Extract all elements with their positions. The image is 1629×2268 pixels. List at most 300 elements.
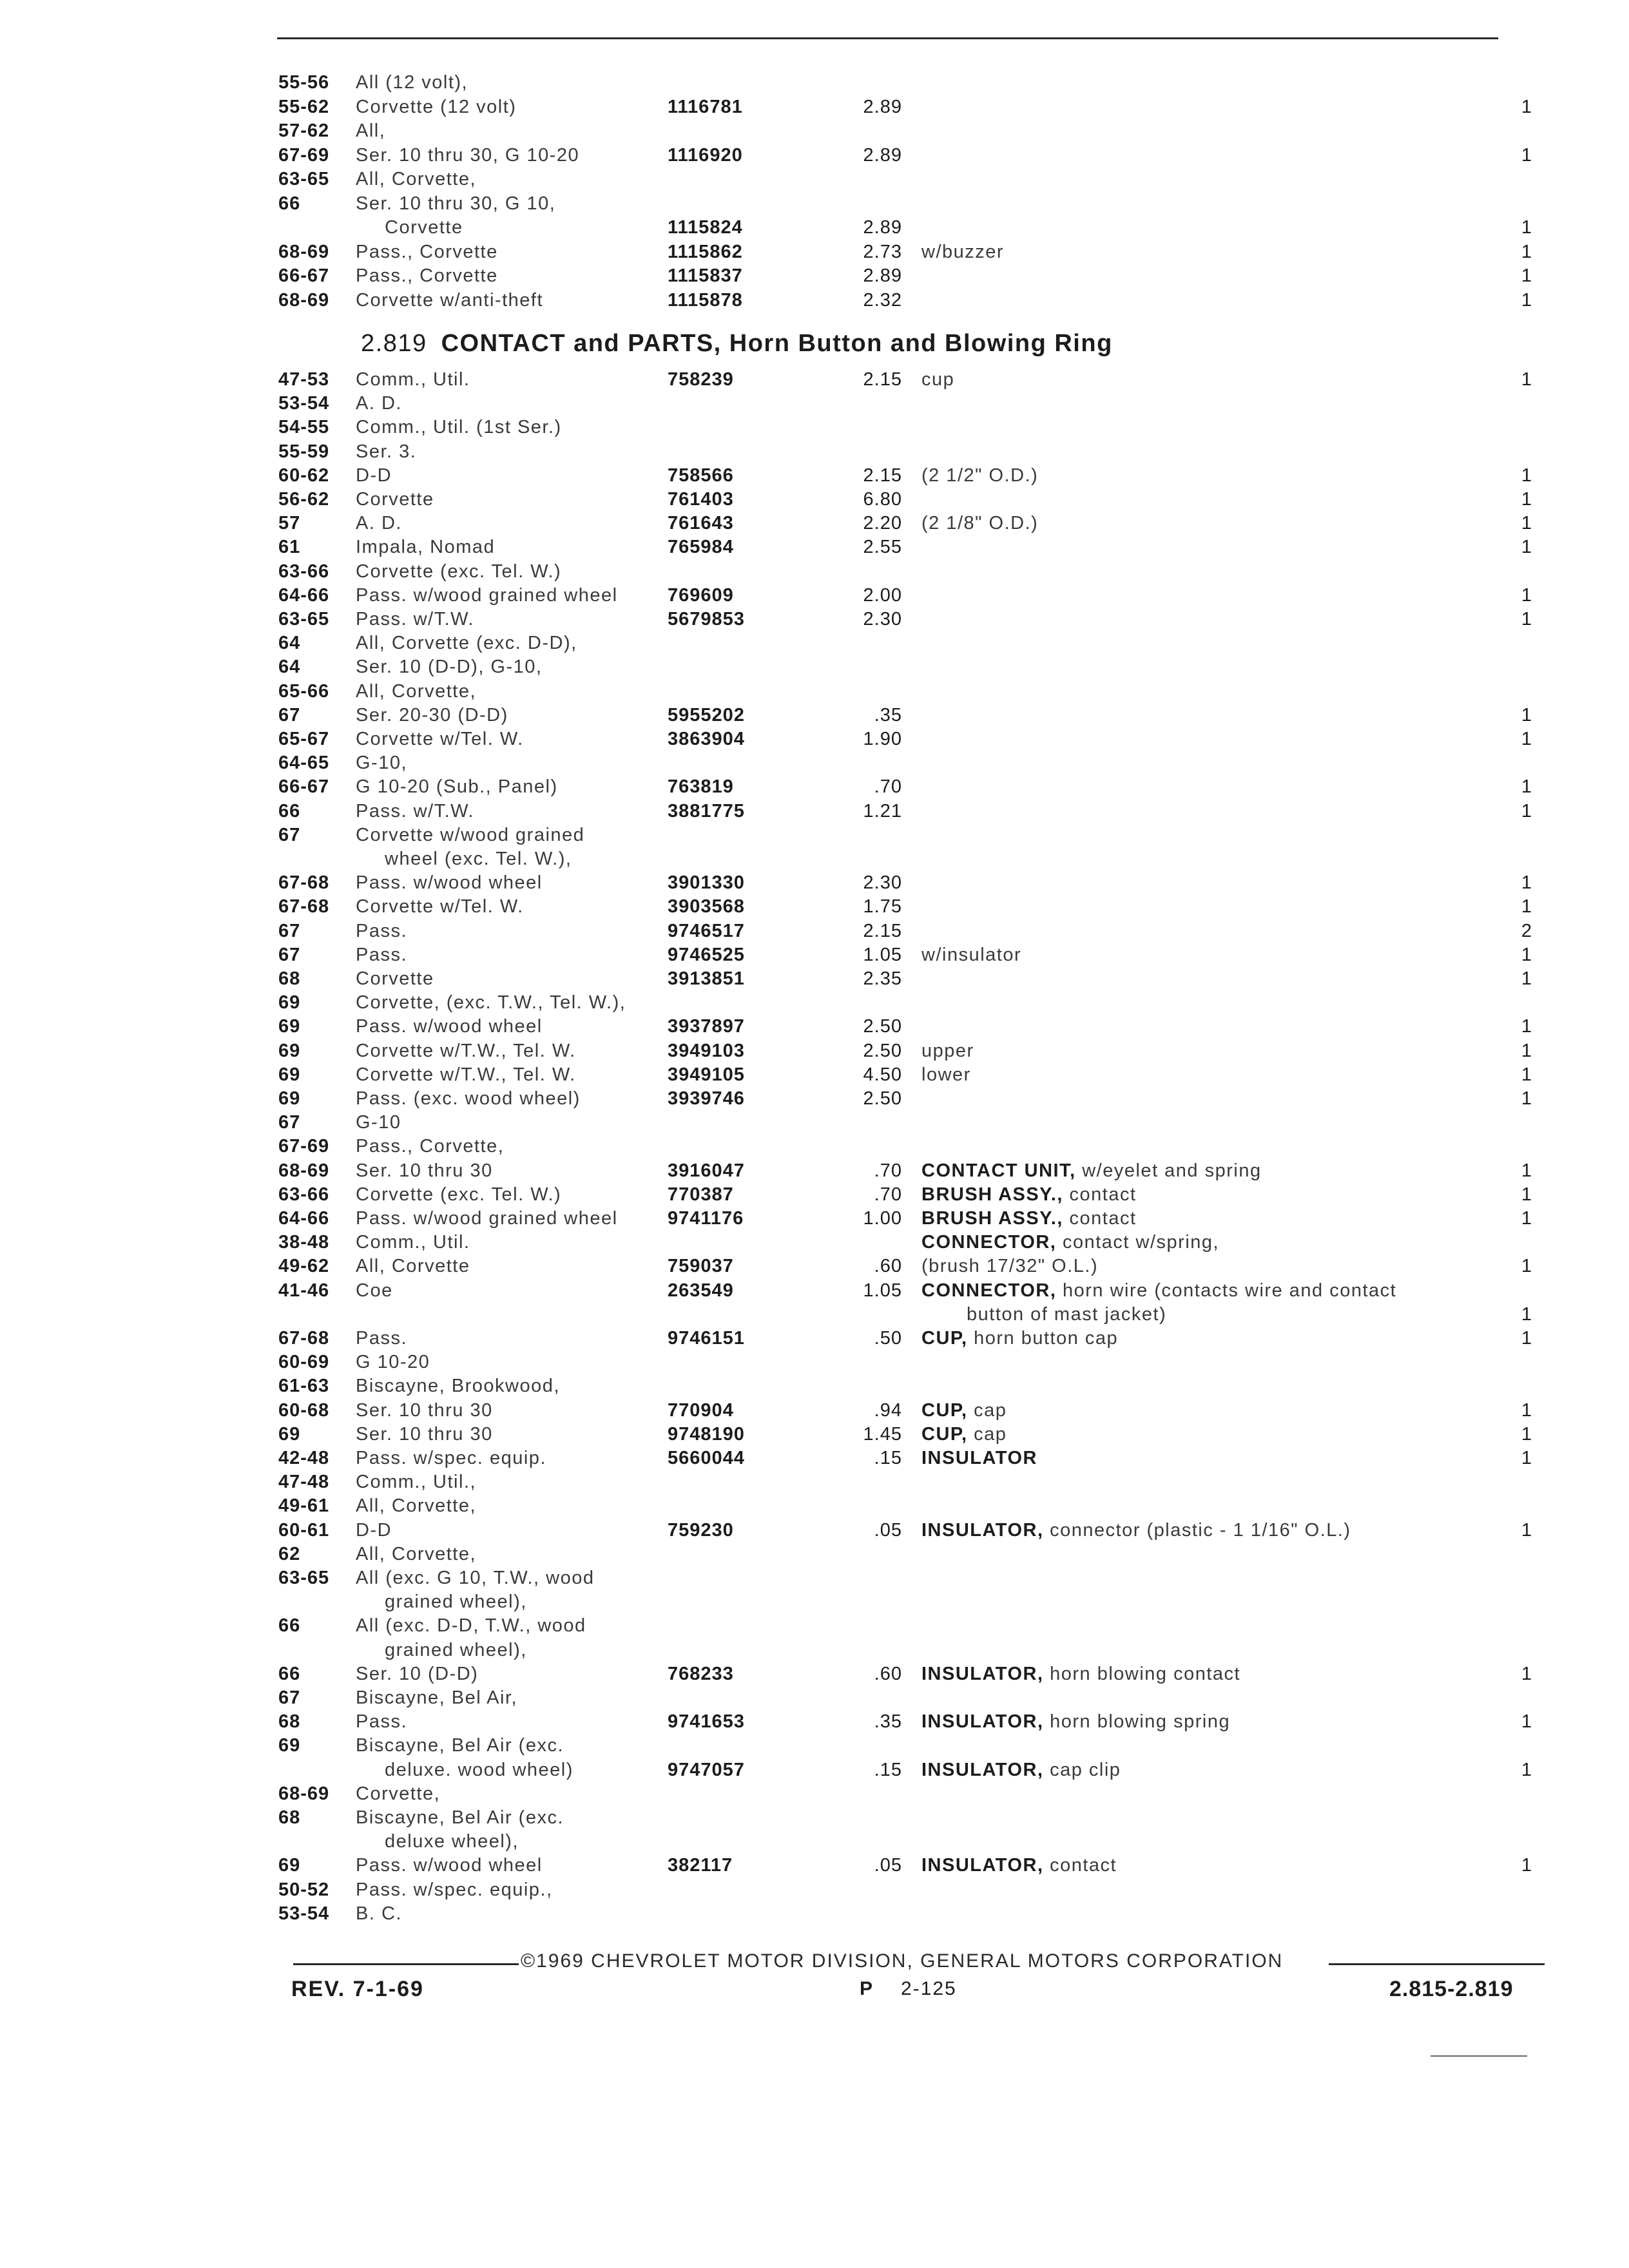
year-cell: 55-56 bbox=[278, 72, 330, 93]
part-number-cell: 5679853 bbox=[668, 609, 745, 629]
table-row bbox=[0, 1877, 1629, 1903]
table-row bbox=[0, 606, 1629, 632]
table-row bbox=[0, 582, 1629, 608]
part-number-cell: 758239 bbox=[668, 369, 734, 390]
application-cell: Biscayne, Bel Air (exc. bbox=[356, 1807, 564, 1828]
table-row bbox=[0, 1398, 1629, 1423]
quantity-cell: 1 bbox=[1521, 1399, 1532, 1421]
quantity-cell: 1 bbox=[1521, 369, 1532, 390]
application-cell: Pass. w/wood wheel bbox=[356, 1016, 543, 1037]
table-row bbox=[0, 559, 1629, 584]
part-name-bold: INSULATOR bbox=[921, 1448, 1037, 1468]
application-cell: Corvette w/wood grained bbox=[356, 824, 585, 845]
application-cell: All, bbox=[356, 120, 386, 141]
price-cell: .05 bbox=[874, 1519, 902, 1541]
table-row bbox=[0, 142, 1629, 168]
application-cell: Ser. 10 thru 30 bbox=[356, 1399, 493, 1421]
part-name-cell bbox=[921, 1182, 1137, 1207]
quantity-cell: 1 bbox=[1521, 1016, 1532, 1037]
year-cell: 47-53 bbox=[278, 369, 330, 390]
year-cell: 68-69 bbox=[278, 1783, 330, 1804]
quantity-cell: 1 bbox=[1521, 1711, 1532, 1733]
year-cell: 67 bbox=[278, 704, 301, 726]
table-row bbox=[0, 1158, 1629, 1184]
year-cell: 69 bbox=[278, 1423, 301, 1445]
application-cell: Impala, Nomad bbox=[356, 537, 496, 558]
quantity-cell: 1 bbox=[1521, 96, 1532, 117]
year-cell: 68 bbox=[278, 1711, 301, 1733]
quantity-cell: 2 bbox=[1521, 920, 1532, 941]
page-num: 2-125 bbox=[901, 1978, 957, 1999]
application-cell: Ser. 10 thru 30 bbox=[356, 1160, 493, 1181]
application-cell: Pass., Corvette bbox=[356, 241, 498, 262]
quantity-cell: 1 bbox=[1521, 1759, 1532, 1780]
part-number-cell: 9741176 bbox=[668, 1208, 744, 1229]
price-cell: 2.50 bbox=[863, 1040, 902, 1061]
table-row bbox=[0, 942, 1629, 968]
year-cell: 63-66 bbox=[278, 561, 330, 582]
part-name-text: button of mast jacket) bbox=[967, 1303, 1167, 1325]
price-cell: .05 bbox=[874, 1855, 902, 1876]
quantity-cell: 1 bbox=[1521, 1088, 1532, 1109]
table-row bbox=[0, 1014, 1629, 1039]
year-cell: 67-68 bbox=[278, 872, 330, 894]
part-name-bold: INSULATOR, bbox=[921, 1711, 1044, 1733]
part-name-cell bbox=[921, 1517, 1351, 1543]
part-name-cell bbox=[921, 1661, 1240, 1687]
part-number-cell: 3903568 bbox=[668, 896, 745, 918]
year-cell: 69 bbox=[278, 1088, 301, 1109]
part-number-cell: 1116920 bbox=[668, 144, 743, 166]
application-cell: grained wheel), bbox=[385, 1591, 527, 1613]
application-cell: Pass. bbox=[356, 920, 408, 941]
part-name-text: cap clip bbox=[1050, 1759, 1121, 1780]
table-row bbox=[0, 726, 1629, 752]
year-cell: 53-54 bbox=[278, 1903, 330, 1924]
year-cell: 61-63 bbox=[278, 1376, 330, 1397]
year-cell: 69 bbox=[278, 992, 301, 1014]
application-cell: Biscayne, Bel Air (exc. bbox=[356, 1735, 564, 1756]
part-number-cell: 3881775 bbox=[668, 800, 745, 822]
table-row bbox=[0, 1373, 1629, 1399]
part-name-cell bbox=[921, 1398, 1007, 1423]
year-cell: 67-68 bbox=[278, 896, 330, 918]
part-name-cell bbox=[921, 1158, 1262, 1184]
application-cell: deluxe. wood wheel) bbox=[385, 1759, 574, 1780]
quantity-cell: 1 bbox=[1521, 1040, 1532, 1061]
part-name-cell bbox=[967, 1302, 1166, 1327]
quantity-cell: 1 bbox=[1521, 1448, 1532, 1468]
table-row bbox=[0, 70, 1629, 95]
year-cell: 68 bbox=[278, 1807, 301, 1828]
application-cell: Corvette bbox=[385, 217, 463, 238]
part-name-cell bbox=[921, 1062, 971, 1088]
page-number bbox=[860, 1978, 957, 2000]
application-cell: Ser. 10 thru 30, G 10-20 bbox=[356, 144, 580, 166]
application-cell: Ser. 10 thru 30 bbox=[356, 1423, 493, 1445]
part-number-cell: 1115824 bbox=[668, 217, 743, 238]
application-cell: Ser. 3. bbox=[356, 441, 417, 462]
quantity-cell: 1 bbox=[1521, 1663, 1532, 1684]
part-name-text: upper bbox=[921, 1040, 974, 1061]
year-cell: 63-66 bbox=[278, 1184, 330, 1205]
quantity-cell: 1 bbox=[1521, 489, 1532, 510]
footer-copyright: ©1969 CHEVROLET MOTOR DIVISION, GENERAL MOTORS CORPORATION bbox=[521, 1950, 1284, 1972]
quantity-cell: 1 bbox=[1521, 1519, 1532, 1541]
application-cell: All, Corvette, bbox=[356, 1495, 476, 1517]
year-cell: 63-65 bbox=[278, 169, 330, 189]
part-name-text: contact w/spring, bbox=[1062, 1232, 1220, 1253]
table-row bbox=[0, 367, 1629, 392]
year-cell: 69 bbox=[278, 1855, 301, 1876]
quantity-cell: 1 bbox=[1521, 1064, 1532, 1085]
part-name-cell bbox=[921, 1206, 1137, 1231]
year-cell: 55-59 bbox=[278, 441, 330, 462]
part-number-cell: 382117 bbox=[668, 1855, 733, 1876]
table-row bbox=[0, 463, 1629, 488]
part-number-cell: 770387 bbox=[668, 1184, 734, 1205]
table-row bbox=[0, 966, 1629, 992]
year-cell: 64 bbox=[278, 633, 301, 654]
part-number-cell: 761643 bbox=[668, 513, 734, 534]
table-row bbox=[0, 166, 1629, 192]
year-cell: 64-66 bbox=[278, 584, 330, 606]
application-cell: Corvette w/T.W., Tel. W. bbox=[356, 1040, 576, 1061]
table-row bbox=[0, 846, 1629, 872]
price-cell: 2.00 bbox=[863, 584, 902, 606]
table-row bbox=[0, 1278, 1629, 1303]
application-cell: G 10-20 bbox=[356, 1352, 430, 1373]
part-number-cell: 3863904 bbox=[668, 729, 745, 749]
part-name-bold: CONNECTOR, bbox=[921, 1280, 1057, 1301]
table-row bbox=[0, 1062, 1629, 1088]
year-cell: 67 bbox=[278, 920, 301, 941]
top-rule bbox=[277, 37, 1498, 39]
year-cell: 55-62 bbox=[278, 96, 330, 117]
quantity-cell: 1 bbox=[1521, 265, 1532, 286]
table-row bbox=[0, 94, 1629, 120]
part-name-text: contact bbox=[1069, 1184, 1137, 1205]
part-name-bold: BRUSH ASSY., bbox=[921, 1184, 1063, 1205]
year-cell: 68-69 bbox=[278, 1160, 330, 1181]
price-cell: 2.89 bbox=[863, 144, 902, 166]
application-cell: Corvette w/Tel. W. bbox=[356, 896, 524, 918]
quantity-cell: 1 bbox=[1521, 872, 1532, 894]
part-name-cell bbox=[921, 1325, 1118, 1351]
year-cell: 49-61 bbox=[278, 1495, 330, 1517]
part-number-cell: 3913851 bbox=[668, 968, 745, 989]
application-cell: All, Corvette, bbox=[356, 680, 476, 702]
table-row bbox=[0, 1565, 1629, 1591]
price-cell: 1.45 bbox=[863, 1423, 902, 1445]
year-cell: 64-65 bbox=[278, 753, 330, 774]
table-row bbox=[0, 1038, 1629, 1064]
year-cell: 57 bbox=[278, 513, 301, 534]
part-name-text: (2 1/2" O.D.) bbox=[921, 465, 1039, 486]
application-cell: Pass. w/spec. equip., bbox=[356, 1879, 553, 1900]
table-row bbox=[0, 1757, 1629, 1783]
application-cell: D-D bbox=[356, 1519, 392, 1541]
year-cell: 66-67 bbox=[278, 265, 330, 286]
price-cell: 1.05 bbox=[863, 1280, 902, 1301]
year-cell: 67 bbox=[278, 824, 301, 845]
part-number-cell: 770904 bbox=[668, 1399, 734, 1421]
year-cell: 41-46 bbox=[278, 1280, 330, 1301]
table-row bbox=[0, 1469, 1629, 1495]
table-row bbox=[0, 1517, 1629, 1543]
price-cell: 2.50 bbox=[863, 1088, 902, 1109]
year-cell: 67-68 bbox=[278, 1328, 330, 1349]
table-row bbox=[0, 654, 1629, 680]
application-cell: Pass. w/T.W. bbox=[356, 609, 474, 629]
part-name-text: horn wire (contacts wire and contact bbox=[1062, 1280, 1397, 1301]
page-letter: P bbox=[860, 1978, 874, 1999]
price-cell: 1.75 bbox=[863, 896, 902, 918]
table-row bbox=[0, 1325, 1629, 1351]
table-row bbox=[0, 1541, 1629, 1567]
application-cell: deluxe wheel), bbox=[385, 1831, 519, 1852]
table-row bbox=[0, 894, 1629, 919]
price-cell: 2.15 bbox=[863, 920, 902, 941]
year-cell: 62 bbox=[278, 1543, 301, 1564]
year-cell: 69 bbox=[278, 1016, 301, 1037]
quantity-cell: 1 bbox=[1521, 609, 1532, 629]
part-number-cell: 3901330 bbox=[668, 872, 745, 894]
quantity-cell: 1 bbox=[1521, 1423, 1532, 1445]
table-row bbox=[0, 191, 1629, 216]
application-cell: Ser. 10 (D-D), G-10, bbox=[356, 657, 543, 678]
year-cell: 57-62 bbox=[278, 120, 330, 141]
table-row bbox=[0, 414, 1629, 440]
table-row bbox=[0, 1253, 1629, 1279]
part-number-cell: 1115837 bbox=[668, 265, 743, 286]
part-name-cell bbox=[921, 1757, 1121, 1783]
quantity-cell: 1 bbox=[1521, 1256, 1532, 1277]
part-name-text: w/insulator bbox=[921, 944, 1022, 965]
year-cell: 60-69 bbox=[278, 1352, 330, 1373]
price-cell: 2.50 bbox=[863, 1016, 902, 1037]
application-cell: A. D. bbox=[356, 393, 402, 414]
year-cell: 66 bbox=[278, 800, 301, 822]
revision-date: REV. 7-1-69 bbox=[291, 1977, 424, 2001]
part-name-text: connector (plastic - 1 1/16" O.L.) bbox=[1050, 1519, 1351, 1541]
part-number-cell: 9747057 bbox=[668, 1759, 745, 1780]
part-name-text: contact bbox=[1050, 1855, 1117, 1876]
part-number-cell: 759230 bbox=[668, 1519, 734, 1541]
table-row bbox=[0, 1709, 1629, 1735]
part-name-cell bbox=[921, 239, 1004, 265]
table-row bbox=[0, 1493, 1629, 1519]
bottom-rule bbox=[1431, 2055, 1527, 2057]
application-cell: Pass. w/spec. equip. bbox=[356, 1448, 546, 1468]
application-cell: Comm., Util. bbox=[356, 369, 470, 390]
price-cell: 2.15 bbox=[863, 369, 902, 390]
quantity-cell: 1 bbox=[1521, 513, 1532, 534]
table-row bbox=[0, 1086, 1629, 1111]
year-cell: 54-55 bbox=[278, 417, 330, 438]
part-number-cell: 3949103 bbox=[668, 1040, 745, 1061]
part-name-text: (2 1/8" O.D.) bbox=[921, 513, 1039, 534]
part-name-bold: CUP, bbox=[921, 1423, 968, 1445]
table-row bbox=[0, 678, 1629, 704]
year-cell: 56-62 bbox=[278, 489, 330, 510]
part-name-bold: INSULATOR, bbox=[921, 1519, 1044, 1541]
part-number-cell: 759037 bbox=[668, 1256, 734, 1277]
table-row bbox=[0, 215, 1629, 240]
quantity-cell: 1 bbox=[1521, 217, 1532, 238]
table-row bbox=[0, 630, 1629, 656]
price-cell: .70 bbox=[874, 1160, 902, 1181]
quantity-cell: 1 bbox=[1521, 968, 1532, 989]
part-name-cell bbox=[921, 942, 1021, 968]
price-cell: 2.20 bbox=[863, 513, 902, 534]
price-cell: 1.21 bbox=[863, 800, 902, 822]
price-cell: 2.55 bbox=[863, 537, 902, 558]
price-cell: .15 bbox=[874, 1448, 902, 1468]
year-cell: 42-48 bbox=[278, 1448, 330, 1468]
table-row bbox=[0, 1805, 1629, 1831]
price-cell: .15 bbox=[874, 1759, 902, 1780]
part-number-cell: 768233 bbox=[668, 1663, 734, 1684]
year-cell: 61 bbox=[278, 537, 301, 558]
price-cell: .70 bbox=[874, 776, 902, 798]
application-cell: Pass. bbox=[356, 1711, 408, 1733]
price-cell: .60 bbox=[874, 1256, 902, 1277]
application-cell: Coe bbox=[356, 1280, 393, 1301]
price-cell: 6.80 bbox=[863, 489, 902, 510]
year-cell: 53-54 bbox=[278, 393, 330, 414]
application-cell: Pass., Corvette, bbox=[356, 1136, 505, 1157]
table-row bbox=[0, 1852, 1629, 1878]
table-row bbox=[0, 1206, 1629, 1231]
part-name-text: cup bbox=[921, 369, 955, 390]
table-row bbox=[0, 1229, 1629, 1255]
year-cell: 67 bbox=[278, 944, 301, 965]
section-title: CONTACT and PARTS, Horn Button and Blowing Ring bbox=[441, 330, 1113, 357]
year-cell: 66 bbox=[278, 1663, 301, 1684]
table-row bbox=[0, 1613, 1629, 1639]
year-cell: 65-67 bbox=[278, 729, 330, 749]
quantity-cell: 1 bbox=[1521, 1184, 1532, 1205]
table-row bbox=[0, 486, 1629, 512]
application-cell: Pass. bbox=[356, 1328, 408, 1349]
table-row bbox=[0, 439, 1629, 465]
part-name-bold: CONNECTOR, bbox=[921, 1232, 1057, 1253]
application-cell: Corvette w/Tel. W. bbox=[356, 729, 524, 749]
table-row bbox=[0, 990, 1629, 1015]
part-name-cell bbox=[921, 1421, 1007, 1447]
quantity-cell: 1 bbox=[1521, 729, 1532, 749]
table-row bbox=[0, 1110, 1629, 1135]
price-cell: .35 bbox=[874, 1711, 902, 1733]
section-heading bbox=[361, 330, 1113, 358]
year-cell: 67 bbox=[278, 1687, 301, 1708]
application-cell: Pass. bbox=[356, 944, 408, 965]
table-row bbox=[0, 1133, 1629, 1159]
price-cell: 2.89 bbox=[863, 217, 902, 238]
quantity-cell: 1 bbox=[1521, 800, 1532, 822]
application-cell: All, Corvette, bbox=[356, 1543, 476, 1564]
part-number-cell: 761403 bbox=[668, 489, 734, 510]
year-cell: 68-69 bbox=[278, 289, 330, 311]
part-name-cell bbox=[921, 1229, 1219, 1255]
price-cell: .50 bbox=[874, 1328, 902, 1349]
table-row bbox=[0, 870, 1629, 896]
table-row bbox=[0, 822, 1629, 848]
part-number-cell: 9746525 bbox=[668, 944, 745, 965]
part-name-cell bbox=[921, 367, 954, 392]
part-number-cell: 5955202 bbox=[668, 704, 745, 726]
year-cell: 60-61 bbox=[278, 1519, 330, 1541]
part-number-cell: 763819 bbox=[668, 776, 734, 798]
part-number-cell: 1116781 bbox=[668, 96, 743, 117]
part-name-bold: BRUSH ASSY., bbox=[921, 1208, 1063, 1229]
table-row bbox=[0, 1421, 1629, 1447]
table-row bbox=[0, 287, 1629, 313]
application-cell: Ser. 10 thru 30, G 10, bbox=[356, 193, 556, 214]
quantity-cell: 1 bbox=[1521, 241, 1532, 262]
price-cell: .60 bbox=[874, 1663, 902, 1684]
table-row bbox=[0, 1637, 1629, 1663]
quantity-cell: 1 bbox=[1521, 584, 1532, 606]
part-number-cell: 758566 bbox=[668, 465, 734, 486]
table-row bbox=[0, 1661, 1629, 1687]
table-row bbox=[0, 798, 1629, 824]
price-cell: 2.30 bbox=[863, 609, 902, 629]
footer-rule-left bbox=[293, 1963, 519, 1965]
quantity-cell: 1 bbox=[1521, 1303, 1532, 1325]
year-cell: 63-65 bbox=[278, 609, 330, 629]
application-cell: G 10-20 (Sub., Panel) bbox=[356, 776, 558, 798]
year-cell: 65-66 bbox=[278, 680, 330, 702]
application-cell: Pass. w/wood wheel bbox=[356, 1855, 543, 1876]
table-row bbox=[0, 1733, 1629, 1758]
price-cell: 2.35 bbox=[863, 968, 902, 989]
part-name-text: contact bbox=[1069, 1208, 1137, 1229]
part-name-bold: CUP, bbox=[921, 1399, 968, 1421]
year-cell: 69 bbox=[278, 1064, 301, 1085]
price-cell: 4.50 bbox=[863, 1064, 902, 1085]
part-name-bold: INSULATOR, bbox=[921, 1663, 1044, 1684]
part-number-cell: 9746151 bbox=[668, 1328, 745, 1349]
part-number-cell: 1115878 bbox=[668, 289, 743, 311]
application-cell: All (exc. G 10, T.W., wood bbox=[356, 1568, 595, 1588]
table-row bbox=[0, 1685, 1629, 1711]
application-cell: All, Corvette (exc. D-D), bbox=[356, 633, 577, 654]
part-number-cell: 3939746 bbox=[668, 1088, 745, 1109]
application-cell: Ser. 10 (D-D) bbox=[356, 1663, 479, 1684]
year-cell: 47-48 bbox=[278, 1472, 330, 1493]
table-row bbox=[0, 1829, 1629, 1854]
part-name-text: horn button cap bbox=[974, 1328, 1119, 1349]
part-name-cell bbox=[921, 1852, 1117, 1878]
year-cell: 67-69 bbox=[278, 144, 330, 166]
part-number-cell: 9748190 bbox=[668, 1423, 745, 1445]
section-number: 2.819 bbox=[361, 330, 427, 357]
part-name-bold: INSULATOR, bbox=[921, 1855, 1044, 1876]
table-row bbox=[0, 750, 1629, 776]
table-row bbox=[0, 1781, 1629, 1807]
application-cell: Pass. w/wood grained wheel bbox=[356, 584, 618, 606]
part-name-cell bbox=[921, 1445, 1037, 1471]
part-name-text: horn blowing spring bbox=[1050, 1711, 1231, 1733]
table-row bbox=[0, 118, 1629, 144]
application-cell: Corvette w/anti-theft bbox=[356, 289, 543, 311]
application-cell: wheel (exc. Tel. W.), bbox=[385, 849, 572, 869]
part-number-cell: 9741653 bbox=[668, 1711, 745, 1733]
year-cell: 66 bbox=[278, 193, 301, 214]
table-row bbox=[0, 239, 1629, 265]
